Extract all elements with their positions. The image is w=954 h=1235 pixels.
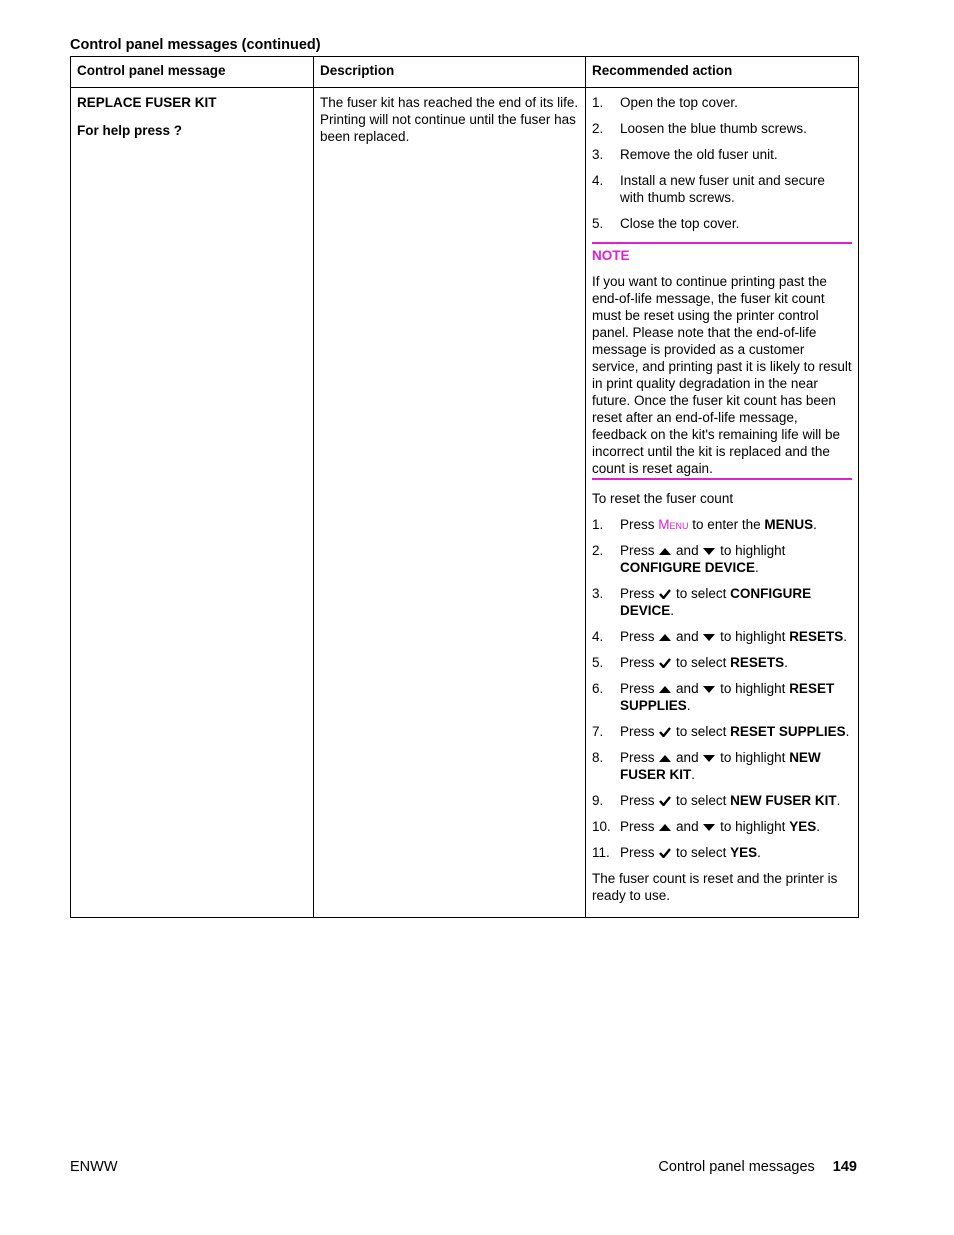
step-number: 10. — [592, 819, 611, 834]
message-name: REPLACE FUSER KIT — [77, 95, 217, 110]
step-text — [620, 844, 852, 861]
step-target: CONFIGURE DEVICE — [620, 560, 756, 575]
step-text — [620, 723, 852, 740]
step-number: 4. — [592, 173, 604, 188]
step-press: Press — [620, 819, 655, 834]
list-item — [592, 749, 852, 783]
step-mid: to highlight — [720, 681, 786, 696]
step-mid: to enter the — [692, 517, 761, 532]
step-text — [620, 628, 852, 645]
description-cell — [314, 88, 586, 918]
replacement-steps — [592, 94, 852, 232]
list-item — [592, 146, 852, 163]
step-target: RESET SUPPLIES — [730, 724, 846, 739]
list-item — [592, 628, 852, 645]
step-and: and — [676, 543, 699, 558]
step-text — [620, 680, 852, 714]
note-text: If you want to continue printing past the end-of-life message, the fuser kit count must be reset using the printer control panel. Please note that the end-of-life message is provided as a customer service, and printing past it is likely to result in print quality degradation in the near future. Once the fuser kit count has been reset after an end-of-life message, feedback on the kit's remaining life will be incorrect until the kit is replaced and the count is reset again. — [592, 274, 852, 476]
footer-right — [658, 1159, 857, 1175]
step-press: Press — [620, 793, 655, 808]
step-text: Install a new fuser unit and secure with thumb screws. — [620, 173, 825, 205]
table-row — [71, 88, 859, 918]
action-cell — [586, 88, 859, 918]
step-number: 4. — [592, 629, 604, 644]
down-arrow-icon — [702, 822, 716, 832]
step-number: 5. — [592, 216, 604, 231]
step-mid: to highlight — [720, 819, 786, 834]
table-header-row — [71, 57, 859, 88]
step-end: . — [836, 793, 841, 808]
description-text: The fuser kit has reached the end of its life. Printing will not continue until the fuser has been replaced. — [320, 95, 579, 144]
up-arrow-icon — [658, 632, 672, 642]
step-mid: to select — [676, 655, 727, 670]
column-header-message: Control panel message — [71, 57, 314, 88]
step-number: 9. — [592, 793, 604, 808]
step-number: 6. — [592, 681, 604, 696]
list-item — [592, 516, 852, 533]
page-number: 149 — [832, 1159, 857, 1175]
step-target: RESETS — [789, 629, 844, 644]
step-target: YES — [789, 819, 817, 834]
list-item — [592, 680, 852, 714]
step-and: and — [676, 681, 699, 696]
down-arrow-icon — [702, 546, 716, 556]
step-end: . — [813, 517, 817, 532]
list-item — [592, 542, 852, 576]
column-header-action: Recommended action — [586, 57, 859, 88]
step-number: 2. — [592, 543, 604, 558]
step-text — [620, 818, 852, 835]
list-item — [592, 172, 852, 206]
step-press: Press — [620, 629, 655, 644]
list-item — [592, 844, 852, 861]
step-number: 3. — [592, 147, 604, 162]
control-panel-messages-table — [70, 56, 859, 918]
step-mid: to select — [676, 845, 727, 860]
help-icon: ? — [173, 123, 183, 138]
step-text — [620, 792, 852, 809]
list-item — [592, 120, 852, 137]
note-box — [592, 242, 852, 480]
step-text — [620, 542, 852, 576]
down-arrow-icon — [702, 684, 716, 694]
step-end: . — [670, 603, 675, 618]
list-item — [592, 585, 852, 619]
step-end: . — [784, 655, 788, 670]
step-number: 7. — [592, 724, 604, 739]
menu-key-label: Menu — [658, 517, 689, 532]
step-end: . — [845, 724, 850, 739]
step-number: 11. — [592, 845, 610, 860]
section-title: Control panel messages (continued) — [70, 37, 321, 53]
list-item — [592, 792, 852, 809]
step-mid: to highlight — [720, 629, 786, 644]
step-press: Press — [620, 750, 655, 765]
checkmark-icon — [658, 796, 672, 806]
step-target: RESET SUPPLIES — [620, 681, 835, 713]
up-arrow-icon — [658, 753, 672, 763]
up-arrow-icon — [658, 684, 672, 694]
checkmark-icon — [658, 848, 672, 858]
up-arrow-icon — [658, 822, 672, 832]
step-target: NEW FUSER KIT — [730, 793, 837, 808]
step-target: CONFIGURE DEVICE — [620, 586, 812, 618]
step-text: Remove the old fuser unit. — [620, 147, 778, 162]
step-text — [620, 749, 852, 783]
list-item — [592, 818, 852, 835]
column-header-description: Description — [314, 57, 586, 88]
message-cell — [71, 88, 314, 918]
down-arrow-icon — [702, 753, 716, 763]
step-end: . — [757, 845, 761, 860]
step-text — [620, 516, 852, 533]
step-mid: to select — [676, 586, 727, 601]
step-mid: to highlight — [720, 543, 786, 558]
step-number: 8. — [592, 750, 604, 765]
step-press: Press — [620, 681, 655, 696]
checkmark-icon — [658, 658, 672, 668]
step-target: NEW FUSER KIT — [620, 750, 821, 782]
footer-left: ENWW — [70, 1159, 118, 1175]
reset-steps — [592, 516, 852, 861]
checkmark-icon — [658, 727, 672, 737]
step-press: Press — [620, 543, 655, 558]
step-press: Press — [620, 517, 655, 532]
step-press: Press — [620, 655, 655, 670]
step-end: . — [816, 819, 820, 834]
step-target: YES — [730, 845, 758, 860]
checkmark-icon — [658, 589, 672, 599]
step-press: Press — [620, 724, 655, 739]
step-text — [620, 654, 852, 671]
step-mid: to highlight — [720, 750, 786, 765]
step-target: RESETS — [730, 655, 785, 670]
step-end: . — [843, 629, 847, 644]
step-text: Loosen the blue thumb screws. — [620, 121, 807, 136]
list-item — [592, 94, 852, 111]
step-mid: to select — [676, 724, 727, 739]
step-press: Press — [620, 586, 655, 601]
step-and: and — [676, 629, 699, 644]
outro-text: The fuser count is reset and the printer is ready to use. — [592, 871, 838, 903]
step-text — [620, 585, 852, 619]
step-mid: to select — [676, 793, 727, 808]
reset-intro: To reset the fuser count — [592, 491, 734, 506]
list-item — [592, 215, 852, 232]
help-line — [77, 122, 307, 139]
step-press: Press — [620, 845, 655, 860]
up-arrow-icon — [658, 546, 672, 556]
list-item — [592, 723, 852, 740]
step-end: . — [686, 698, 691, 713]
down-arrow-icon — [702, 632, 716, 642]
step-number: 5. — [592, 655, 604, 670]
step-text: Close the top cover. — [620, 216, 740, 231]
note-label: NOTE — [592, 248, 630, 263]
step-number: 3. — [592, 586, 604, 601]
step-text: Open the top cover. — [620, 95, 738, 110]
step-end: . — [755, 560, 759, 575]
list-item — [592, 654, 852, 671]
step-end: . — [691, 767, 696, 782]
step-number: 1. — [592, 95, 604, 110]
step-and: and — [676, 750, 699, 765]
step-and: and — [676, 819, 699, 834]
step-number: 1. — [592, 517, 604, 532]
step-target: MENUS — [764, 517, 814, 532]
help-label: For help press — [77, 123, 171, 138]
footer-section-label: Control panel messages — [658, 1159, 815, 1175]
step-number: 2. — [592, 121, 604, 136]
